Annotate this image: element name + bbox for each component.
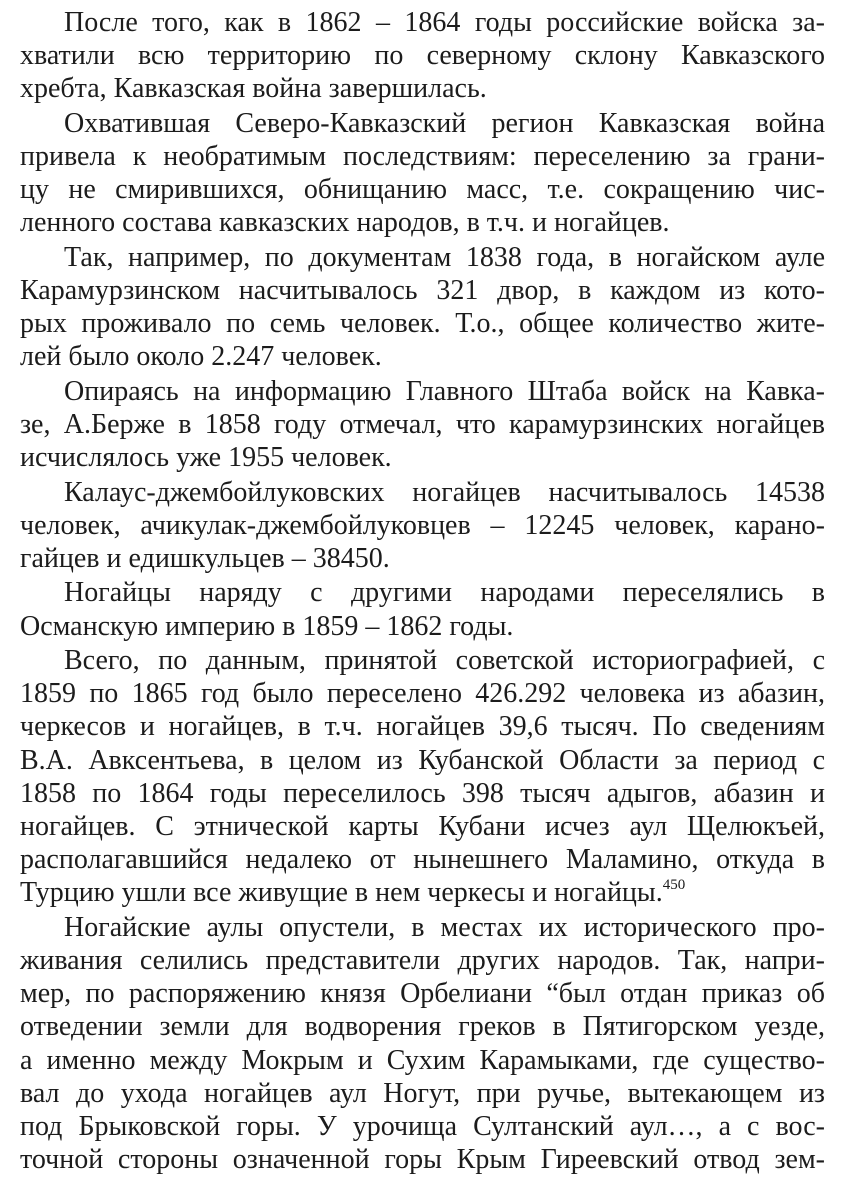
text-line-content: мер, по распоряжению князя Орбелиани “был отдан приказ об [20, 978, 825, 1010]
text-line [20, 810, 825, 843]
paragraph [20, 375, 825, 475]
text-line [20, 509, 825, 542]
text-line [20, 441, 825, 474]
text-line [20, 610, 825, 643]
text-line-content: Калаус-джембойлуковских ногайцев насчитывалось 14538 [64, 476, 825, 508]
text-line-content: лей было около 2.247 человек. [20, 341, 382, 373]
text-line [20, 911, 825, 944]
text-line-content: 1858 по 1864 годы переселилось 398 тысяч адыгов, абазин и [20, 777, 825, 809]
text-line [20, 6, 825, 39]
text-line [20, 140, 825, 173]
text-line-content: рых проживало по семь человек. Т.о., общее количество жите- [20, 308, 825, 340]
text-line-content: под Брыковской горы. У урочища Султанский аул…, а с вос- [20, 1111, 825, 1143]
text-line [20, 944, 825, 977]
paragraph [20, 644, 825, 910]
text-line-content: Так, например, по документам 1838 года, в ногайском ауле [64, 241, 825, 273]
text-line [20, 476, 825, 509]
text-line [20, 644, 825, 677]
paragraph [20, 476, 825, 576]
text-line [20, 777, 825, 810]
text-line [20, 1010, 825, 1043]
text-line-content: В.А. Авксентьева, в целом из Кубанской Области за период с [20, 744, 825, 776]
text-line [20, 340, 825, 373]
text-line-content: зе, А.Берже в 1858 году отмечал, что карамурзинских ногайцев [20, 409, 825, 440]
text-line-content: черкесов и ногайцев, в т.ч. ногайцев 39,6 тысяч. По сведениям [20, 711, 825, 743]
text-line-content: 1859 по 1865 год было переселено 426.292 человека из абазин, [20, 678, 825, 710]
text-line-content: а именно между Мокрым и Сухим Карамыками, где существо- [20, 1044, 825, 1076]
document-page [20, 6, 825, 1178]
text-line [20, 274, 825, 307]
text-line [20, 710, 825, 743]
text-line [20, 241, 825, 274]
text-line-content: ленного состава кавказских народов, в т.ч. и ногайцев. [20, 207, 670, 239]
text-line-content: точной стороны означенной горы Крым Гиреевский отвод зем- [20, 1144, 825, 1176]
text-line-content: хватили всю территорию по северному склону Кавказского [20, 40, 825, 72]
text-line [20, 1044, 825, 1077]
text-line [20, 876, 825, 909]
text-line [20, 977, 825, 1010]
text-line [20, 206, 825, 239]
paragraph [20, 241, 825, 374]
text-line [20, 1077, 825, 1110]
text-line-content: вал до ухода ногайцев аул Ногут, при ручье, вытекающем из [20, 1077, 825, 1109]
text-line [20, 677, 825, 710]
footnote-marker: 450 [662, 877, 686, 894]
paragraph [20, 6, 825, 106]
text-line-content: цу не смирившихся, обнищанию масс, т.е. сокращению чис- [20, 174, 825, 206]
text-line-content: Опираясь на информацию Главного Штаба войск на Кавка- [64, 375, 825, 407]
text-line [20, 408, 825, 441]
text-line-content: человек, ачикулак-джембойлуковцев – 12245 человек, карано- [20, 509, 825, 541]
text-line [20, 1143, 825, 1176]
text-line [20, 542, 825, 575]
text-line-content: Ногайцы наряду с другими народами переселялись в [64, 577, 825, 609]
text-line-content: Ногайские аулы опустели, в местах их исторического про- [64, 911, 825, 943]
text-line [20, 72, 825, 105]
text-line-content: После того, как в 1862 – 1864 годы российские войска за- [64, 7, 825, 38]
text-line-content: располагавшийся недалеко от нынешнего Маламино, откуда в [20, 844, 825, 876]
text-line [20, 107, 825, 140]
text-line [20, 307, 825, 340]
text-line-content: Всего, по данным, принятой советской историографией, с [64, 644, 825, 676]
text-line-content: Османскую империю в 1859 – 1862 годы. [20, 610, 514, 642]
text-line-content: отведении земли для водворения греков в Пятигорском уезде, [20, 1011, 825, 1043]
paragraph [20, 576, 825, 642]
text-line-content: хребта, Кавказская война завершилась. [20, 73, 487, 105]
text-line [20, 173, 825, 206]
text-line-content: гайцев и едишкульцев – 38450. [20, 543, 390, 574]
text-line-content: Охватившая Северо-Кавказский регион Кавказская война [64, 107, 825, 139]
text-line-content: Карамурзинском насчитывалось 321 двор, в каждом из кото- [20, 275, 825, 306]
paragraph [20, 107, 825, 240]
text-line [20, 744, 825, 777]
text-line [20, 39, 825, 72]
text-line-content: исчислялось уже 1955 человек. [20, 442, 392, 474]
text-line-content: Турцию ушли все живущие в нем черкесы и ногайцы. [20, 877, 663, 909]
text-line [20, 843, 825, 876]
paragraph [20, 911, 825, 1177]
text-line [20, 375, 825, 408]
text-line-content: ногайцев. С этнической карты Кубани исчез аул Щелюкъей, [20, 811, 825, 842]
text-line [20, 576, 825, 609]
text-line [20, 1110, 825, 1143]
text-line-content: живания селились представители других народов. Так, напри- [20, 945, 825, 976]
text-line-content: привела к необратимым последствиям: переселению за грани- [20, 141, 825, 172]
